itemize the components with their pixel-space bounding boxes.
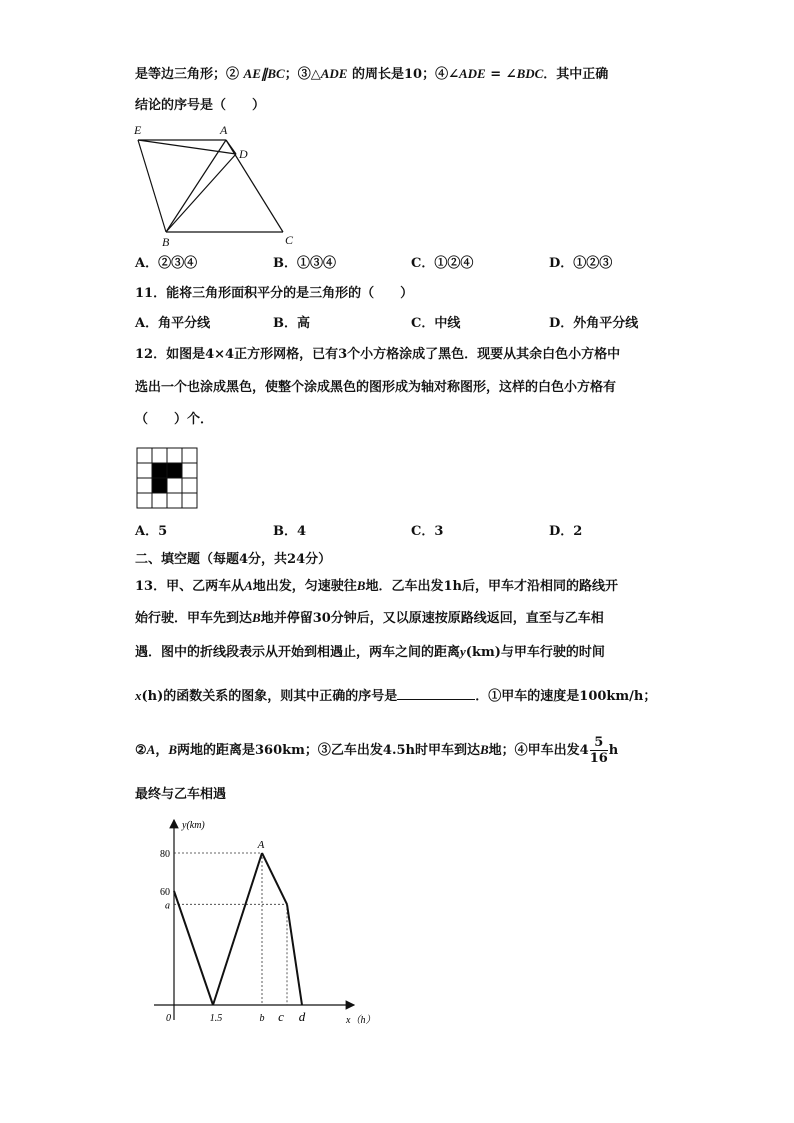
q13-l1-b: 地出发，匀速驶往 [252,579,357,594]
q13-l4-x: x [135,688,142,703]
q13-line4 [135,685,656,707]
grid-cell-white [182,448,197,463]
q13-chart [140,812,390,1032]
q10-tail: ．其中正确 [543,67,609,82]
q12-option-d[interactable]: D．2 [549,524,583,539]
y-tick-label: 80 [160,849,170,860]
grid-cell-white [167,448,182,463]
grid-cell-black [152,463,167,478]
q12-line2: 选出一个也涂成黑色，使整个涂成黑色的图形成为轴对称图形，这样的白色小方格有 [135,380,617,395]
q11-option-a[interactable]: A．角平分线 [135,316,211,331]
y-tick-label: a [165,900,170,912]
grid-cell-black [167,463,182,478]
label-a: A [220,123,228,137]
q13-l5-B2: B [479,742,489,757]
segment-bd [166,154,236,232]
x-tick-label: d [298,1009,306,1024]
q13-l5-B: B [168,742,178,757]
q12-option-a[interactable]: A．5 [135,524,168,539]
q13-l2-b: 地并停留30分钟后，又以原速按原路线返回，直至与乙车相 [260,611,604,626]
q13-l5-c: 地；④甲车出发4 [488,743,589,758]
q13-line5 [135,728,618,773]
label-b: B [162,235,170,249]
q13-line6: 最终与乙车相遇 [135,787,227,802]
q11-option-d[interactable]: D．外角平分线 [549,316,639,331]
q10-line1 [135,64,608,85]
q13-l1-B: B [356,578,366,593]
q13-line3 [135,642,605,663]
series-segment [174,891,213,1005]
answer-blank[interactable] [397,685,475,700]
q13-l3-b: 与甲车行驶的时间 [500,645,605,660]
q10-c3-math: ADE [320,66,348,81]
label-e: E [134,123,142,137]
q13-l5-comma: ， [155,743,169,758]
q13-line1 [135,576,618,597]
q10-option-a[interactable]: A．②③④ [135,256,198,271]
q13-l4-b: ．①甲车的速度是100km/h； [475,689,657,704]
q13-l4-unit: (h) [141,689,164,704]
q10-line2: 结论的序号是（ ） [135,98,266,113]
fraction-denominator: 16 [589,751,608,766]
q12-option-c[interactable]: C．3 [411,524,444,539]
q13-l1-A: A [244,578,253,593]
segment-ad [226,140,236,154]
q12-grid [136,447,198,509]
q10-c2-math: AE∥BC [243,66,285,81]
q12-line1: 12．如图是4×4正方形网格，已有3个小方格涂成了黑色．现要从其余白色小方格中 [135,347,621,362]
grid-cell-white [137,493,152,508]
q13-l5-a: ② [135,743,147,758]
q13-l3-y: y [460,644,466,659]
q13-l4-a: 的函数关系的图象，则其中正确的序号是 [163,689,398,704]
grid-cell-white [182,463,197,478]
series-segment [213,853,262,1005]
grid-cell-white [137,448,152,463]
grid-cell-white [137,463,152,478]
q10-c3-tail: 的周长是10；④∠ [347,67,459,82]
x-tick-label: 0 [166,1013,171,1024]
series-segment [262,853,287,904]
q12-option-b[interactable]: B．4 [273,524,307,539]
q10-c2: ② [226,67,244,82]
grid-cell-white [182,478,197,493]
grid-cell-white [152,448,167,463]
series-segment [287,904,302,1005]
q11-option-c[interactable]: C．中线 [411,316,461,331]
q10-lead: 是等边三角形； [135,67,227,82]
label-c: C [285,233,294,247]
q10-c4-math2: BDC [516,66,544,81]
q13-line2 [135,608,604,629]
x-tick-label: 1.5 [209,1013,223,1024]
q10-c4-math1: ADE [458,66,486,81]
segment-ac [226,140,283,232]
q13-l2-B: B [252,610,261,625]
q13-l5-h: h [608,743,619,758]
y-axis-label: y(km) [182,820,205,831]
q10-option-b[interactable]: B．①③④ [273,256,336,271]
grid-cell-white [182,493,197,508]
y-tick-label: 60 [160,887,170,898]
grid-cell-white [167,478,182,493]
label-d: D [239,147,248,161]
section-title: 二、填空题（每题4分，共24分） [135,552,332,567]
grid-cell-white [137,478,152,493]
grid-cell-black [152,478,167,493]
grid-cell-white [152,493,167,508]
q11-stem: 11．能将三角形面积平分的是三角形的（ ） [135,286,414,301]
q13-l1-c: 地．乙车出发1h后，甲车才沿相同的路线开 [365,579,618,594]
q13-l3-a: 遇．图中的折线段表示从开始到相遇止，两车之间的距离 [135,645,461,660]
q12-line3: （ ）个． [135,412,214,427]
grid-cell-white [167,493,182,508]
x-tick-label: c [278,1009,284,1024]
segment-eb [138,140,166,232]
q13-l2-a: 始行驶．甲车先到达 [135,611,253,626]
fraction-5-16 [590,735,608,766]
q13-l5-b: 两地的距离是360km；③乙车出发4.5h时甲车到达 [177,743,480,758]
q10-option-c[interactable]: C．①②④ [411,256,474,271]
q13-l3-unit: (km) [465,645,501,660]
q10-sep1: ；③△ [284,67,321,82]
q11-option-b[interactable]: B．高 [273,316,310,331]
q13-l1-a: 13．甲、乙两车从 [135,579,245,594]
x-axis-label: x（h） [346,1015,376,1026]
x-tick-label: b [259,1013,265,1024]
point-label-a: A [257,839,265,851]
q13-l5-A: A [146,742,156,757]
q10-c4-eq: = ∠ [485,67,517,82]
segment-ba [166,140,226,232]
fraction-numerator: 5 [590,735,608,751]
q10-option-d[interactable]: D．①②③ [549,256,613,271]
q10-figure [128,120,308,250]
